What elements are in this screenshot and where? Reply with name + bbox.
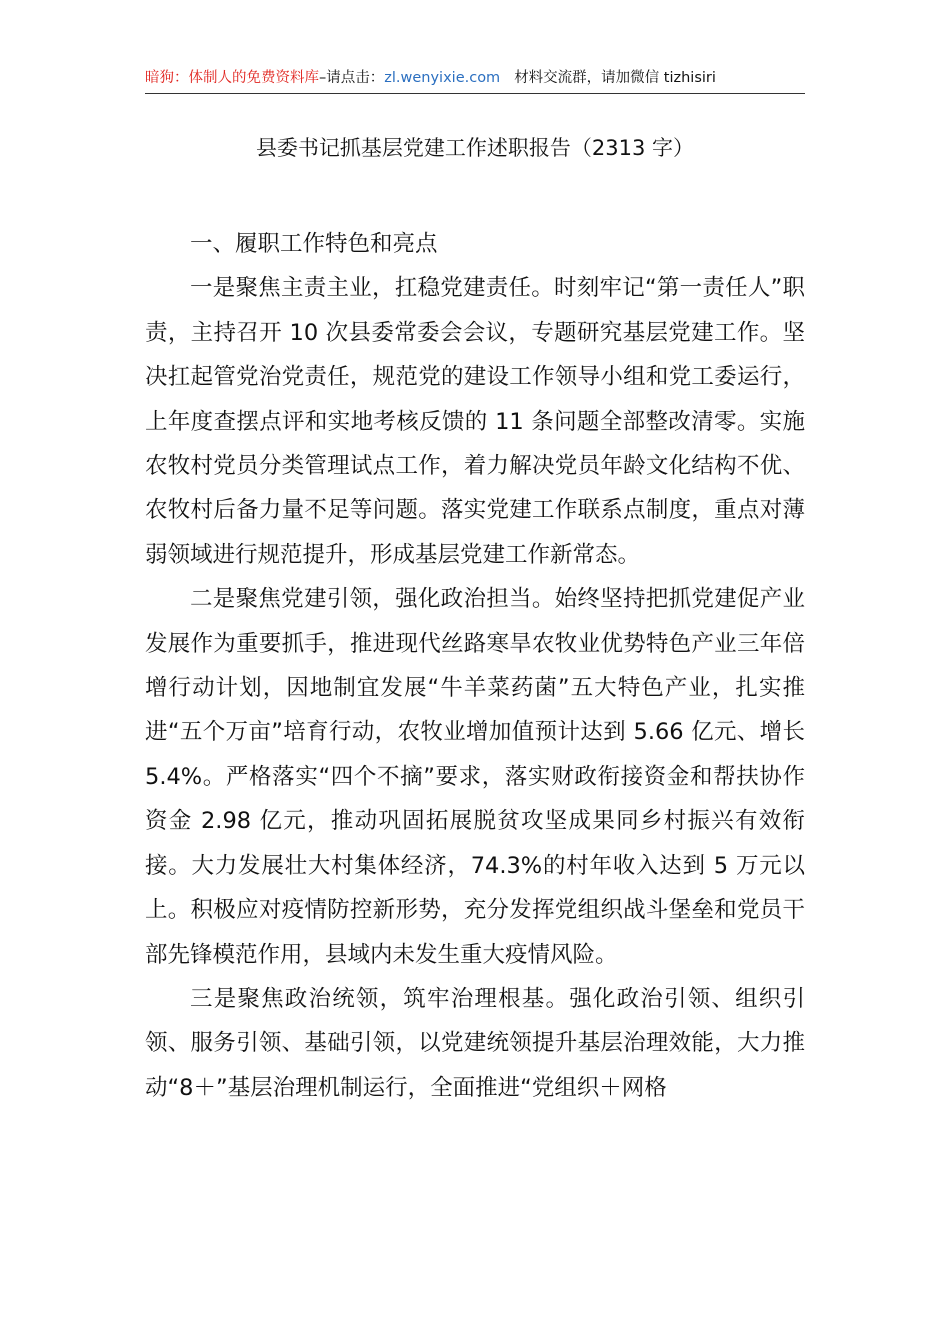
header-link[interactable]: zl.wenyixie.com bbox=[384, 70, 501, 86]
header-divider bbox=[145, 93, 805, 94]
paragraph: 三是聚焦政治统领，筑牢治理根基。强化政治引领、组织引领、服务引领、基础引领，以党建统领提升基层治理效能，大力推动“8＋”基层治理机制运行，全面推进“党组织＋网格 bbox=[145, 985, 805, 1101]
header-prompt: –请点击： bbox=[319, 70, 385, 86]
page-header bbox=[145, 68, 805, 88]
header-contact: 材料交流群，请加微信 tizhisiri bbox=[514, 70, 716, 86]
paragraph: 二是聚焦党建引领，强化政治担当。始终坚持把抓党建促产业发展作为重要抓手，推进现代丝路寒旱农牧业优势特色产业三年倍增行动计划，因地制宜发展“牛羊菜药菌”五大特色产业，扎实推进“五个万亩”培育行动，农牧业增加值预计达到 5.66 亿元、增长 5.4%。严格落实“四个不摘”要求，落实财政衔接资金和帮扶协作资金 2.98 亿元，推动巩固拓展脱贫攻坚成果同乡村振兴有效衔接。大力发展壮大村集体经济，74.3%的村年收入达到 5 万元以上。积极应对疫情防控新形势，充分发挥党组织战斗堡垒和党员干部先锋模范作用，县域内未发生重大疫情风险。 bbox=[145, 586, 805, 968]
paragraph: 一是聚焦主责主业，扛稳党建责任。时刻牢记“第一责任人”职责，主持召开 10 次县委常委会会议，专题研究基层党建工作。坚决扛起管党治党责任，规范党的建设工作领导小组和党工委运行，上年度查摆点评和实地考核反馈的 11 条问题全部整改清零。实施农牧村党员分类管理试点工作，着力解决党员年龄文化结构不优、农牧村后备力量不足等问题。落实党建工作联系点制度，重点对薄弱领域进行规范提升，形成基层党建工作新常态。 bbox=[145, 275, 805, 568]
document-body bbox=[145, 222, 805, 1110]
header-brand: 暗狗：体制人的免费资料库 bbox=[145, 70, 319, 86]
document-title: 县委书记抓基层党建工作述职报告（2313 字） bbox=[255, 136, 695, 160]
section-heading: 一、履职工作特色和亮点 bbox=[190, 231, 438, 257]
